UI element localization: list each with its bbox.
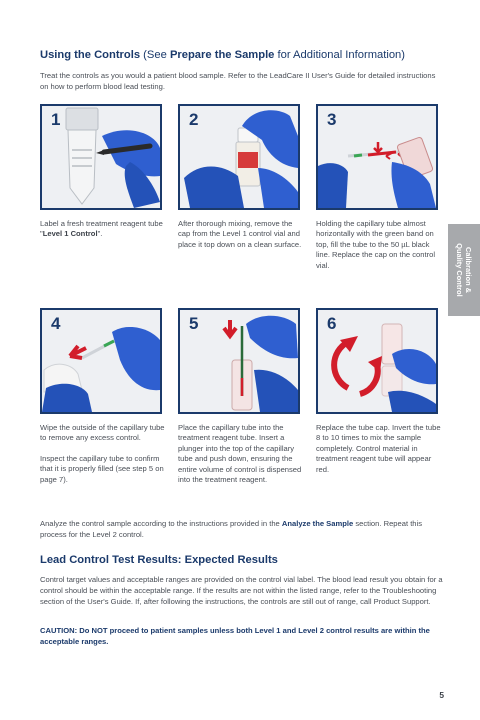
step-2-number: 2 — [189, 110, 199, 129]
step-5-number: 5 — [189, 314, 199, 333]
page-number: 5 — [439, 690, 444, 700]
analyze-text: Analyze the control sample according to the instructions provided in the — [40, 519, 282, 528]
step-1-image — [40, 104, 162, 210]
step-3-number: 3 — [327, 110, 337, 129]
step-6-number: 6 — [327, 314, 337, 333]
results-heading: Lead Control Test Results: Expected Results — [40, 554, 278, 566]
step-4-caption-inspect: Inspect the capillary tube to confirm that it is properly filled (see step 5 on page 7). — [40, 453, 164, 484]
step-5-image — [178, 308, 300, 414]
step-1-caption — [40, 219, 168, 240]
analyze-sample-link[interactable]: Analyze the Sample — [281, 519, 354, 528]
step-4-number: 4 — [51, 314, 61, 333]
step-2-caption: After thorough mixing, remove the cap from the Level 1 control vial and place it top down on a clean surface. — [178, 219, 302, 249]
analyze-paragraph — [40, 518, 445, 540]
step-4-caption-text: Wipe the outside of the capillary tube to remove any excess control. — [40, 423, 165, 443]
step-2-image — [178, 104, 300, 210]
side-tab-line-1: Calibration & — [464, 247, 473, 293]
section-title-main: Using the Controls — [40, 49, 141, 61]
section-title-paren-open: (See — [140, 49, 170, 61]
step-1-caption-bold: Level 1 Control — [42, 229, 98, 239]
prepare-sample-link[interactable]: Prepare the Sample — [169, 49, 275, 61]
step-5-caption: Place the capillary tube into the treatment reagent tube. Insert a plunger into the top of the capillary tube and push down, ensuring the entire volume of control is dispensed into the treatment reagent. — [178, 423, 302, 485]
step-3-image — [316, 104, 438, 210]
section-title-paren-close: for Additional Information) — [274, 49, 405, 61]
step-3-caption: Holding the capillary tube almost horizontally with the green band on top, fill the tube to the 50 µL black line. Replace the cap on the control vial. — [316, 219, 436, 270]
section-title — [40, 49, 450, 61]
step-1-caption-end: ". — [97, 229, 103, 239]
step-4-image — [40, 308, 162, 414]
side-tab-label — [455, 224, 473, 316]
step-1-number: 1 — [51, 110, 61, 129]
caution-text: CAUTION: Do NOT proceed to patient samples unless both Level 1 and Level 2 control results are within the acceptable ranges. — [40, 626, 430, 646]
step-6-image — [316, 308, 438, 414]
side-tab-line-2: Quality Control — [455, 243, 464, 297]
step-1-caption-text: Label a fresh treatment reagent tube " — [40, 219, 163, 239]
step-6-caption: Replace the tube cap. Invert the tube 8 to 10 times to mix the sample completely. Control material in treatment reagent tube will appear red. — [316, 423, 441, 474]
step-4-caption — [40, 423, 168, 485]
results-paragraph: Control target values and acceptable ranges are provided on the control vial label. The blood lead result you obtain for a control should be within the acceptable range. If the results are not within the listed range, refer to the Troubleshooting section of the User's Guide. If, after following the instructions, the controls are still out of range, call Product Support. — [40, 575, 443, 606]
intro-paragraph: Treat the controls as you would a patient blood sample. Refer to the LeadCare II User's Guide for detailed instructions on how to perform blood lead testing. — [40, 71, 436, 91]
analyze-text-end: section. Repeat this process for the Level 2 control. — [40, 519, 423, 539]
